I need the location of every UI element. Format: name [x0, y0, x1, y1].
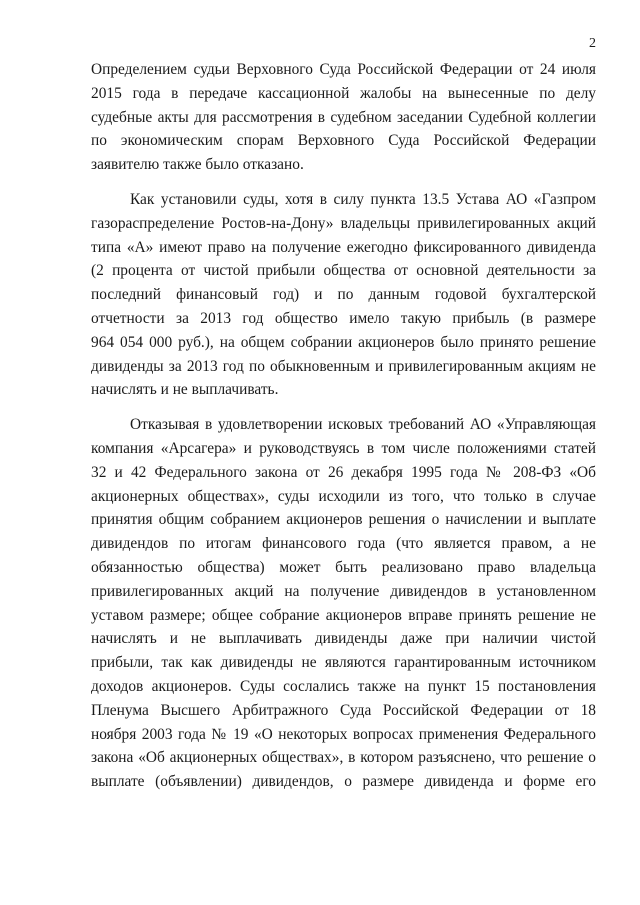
text-line: Определением судьи Верховного Суда Российской Федерации от 24 июля: [91, 61, 596, 78]
text-line: начислять и не выплачивать.: [91, 381, 279, 399]
text-line: отчетности за 2013 год общество имело такую прибыль (в размере: [91, 309, 596, 327]
text-line: Пленума Высшего Арбитражного Суда Российской Федерации от 18: [91, 701, 596, 719]
paragraph-gap: [91, 177, 596, 188]
document-body: [91, 58, 596, 794]
text-line: компания «Арсагера» и руководствуясь в том числе положениями статей: [91, 439, 596, 457]
text-line: (2 процента от чистой прибыли общества от основной деятельности за: [91, 262, 596, 280]
text-line: судебные акты для рассмотрения в судебном заседании Судебной коллегии: [91, 108, 596, 126]
text-line: обязанностью общества) может быть реализовано право владельца: [91, 558, 596, 576]
text-line: привилегированных акций на получение дивидендов в установленном: [91, 582, 596, 600]
text-line: газораспределение Ростов-на-Дону» владельцы привилегированных акций: [91, 214, 596, 232]
text-line: выплате (объявлении) дивидендов, о размере дивиденда и форме его: [91, 773, 596, 791]
text-line: 32 и 42 Федерального закона от 26 декабря 1995 года № 208-ФЗ «Об: [91, 463, 596, 481]
text-line: дивиденды за 2013 год по обыкновенным и привилегированным акциям не: [91, 357, 596, 375]
text-line: дивидендов по итогам финансового года (что является правом, а не: [91, 535, 596, 553]
text-line: по экономическим спорам Верховного Суда Российской Федерации: [91, 132, 596, 150]
text-line: прибыли, так как дивиденды не являются гарантированным источником: [91, 654, 596, 672]
paragraph-gap: [91, 402, 596, 413]
text-line: начислять и не выплачивать дивиденды даже при наличии чистой: [91, 630, 596, 648]
text-line: Отказывая в удовлетворении исковых требований АО «Управляющая: [130, 416, 596, 434]
paragraph: [91, 58, 596, 177]
text-line: заявителю также было отказано.: [91, 156, 304, 174]
text-line: 2015 года в передаче кассационной жалобы на вынесенные по делу: [91, 84, 596, 102]
text-line: закона «Об акционерных обществах», в котором разъяснено, что решение о: [91, 749, 596, 767]
text-line: последний финансовый год) и по данным годовой бухгалтерской: [91, 286, 596, 304]
text-line: ноября 2003 года № 19 «О некоторых вопросах применения Федерального: [91, 725, 596, 743]
text-line: типа «А» имеют право на получение ежегодно фиксированного дивиденда: [91, 238, 596, 256]
text-line: акционерных обществах», суды исходили из того, что только в случае: [91, 487, 596, 505]
text-line: уставом размере; общее собрание акционеров вправе принять решение не: [91, 606, 596, 624]
text-line: принятия общим собранием акционеров решения о начислении и выплате: [91, 511, 596, 529]
text-line: 964 054 000 руб.), на общем собрании акционеров было принято решение: [91, 333, 596, 351]
paragraph: [91, 413, 596, 794]
text-line: доходов акционеров. Суды сослались также на пункт 15 постановления: [91, 677, 596, 695]
text-line: Как установили суды, хотя в силу пункта 13.5 Устава АО «Газпром: [130, 190, 596, 208]
paragraph: [91, 188, 596, 402]
page-number: 2: [589, 36, 596, 51]
